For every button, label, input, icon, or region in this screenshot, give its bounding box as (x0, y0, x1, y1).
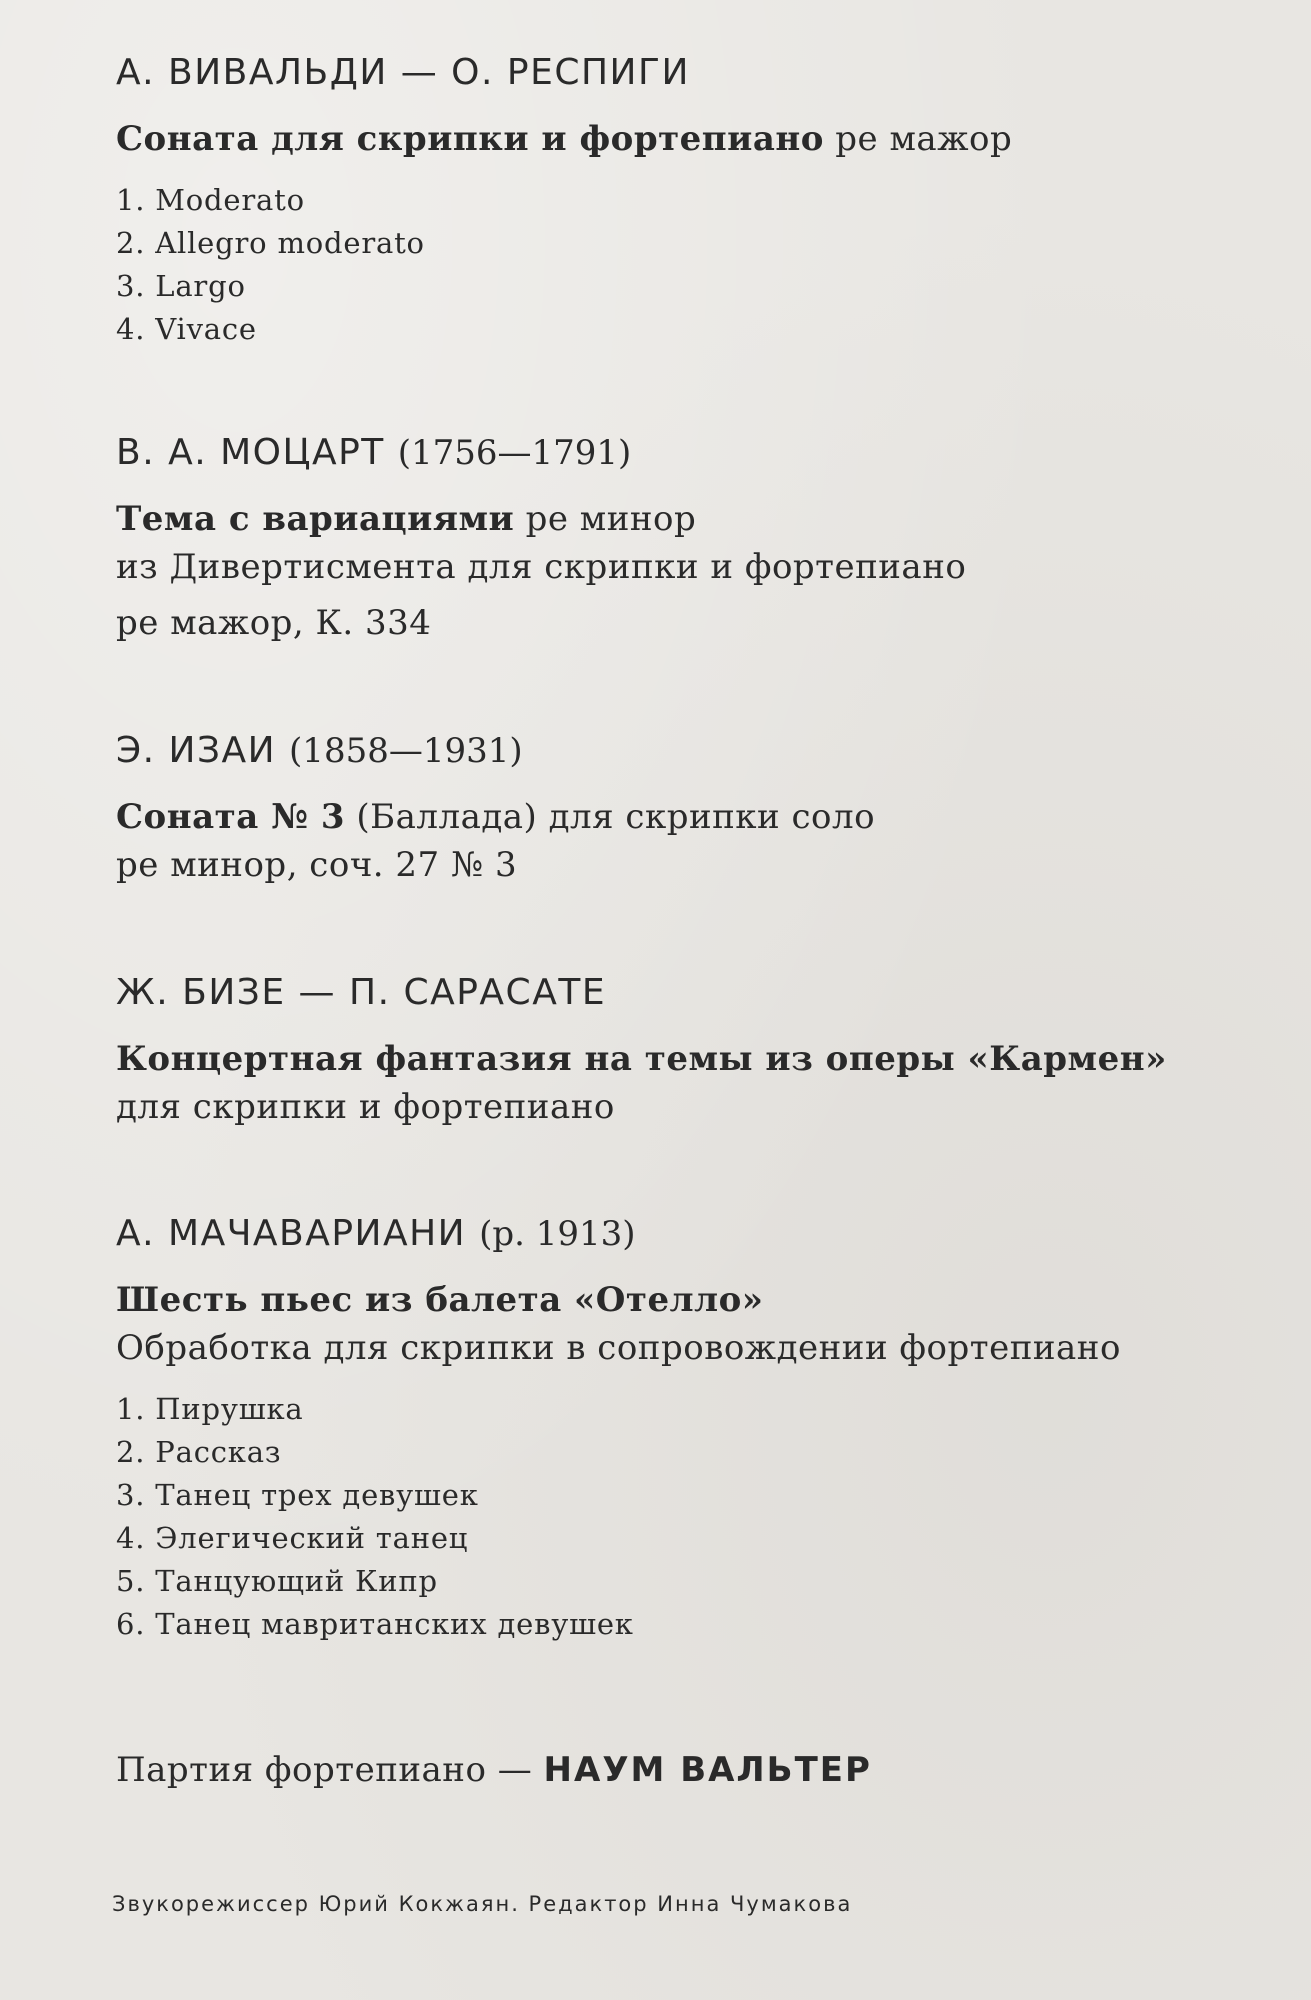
list-item: 4. Элегический танец (116, 1521, 469, 1555)
work-title: Соната для скрипки и фортепиано ре мажор (116, 119, 1013, 159)
composer-heading: А. МАЧАВАРИАНИ (р. 1913) (116, 1213, 636, 1254)
list-item: 6. Танец мавританских девушек (116, 1607, 634, 1641)
composer-heading: А. ВИВАЛЬДИ — О. РЕСПИГИ (116, 52, 690, 93)
work-title: Концертная фантазия на темы из оперы «Кармен» (116, 1039, 1167, 1079)
section-vivaldi (116, 52, 1012, 351)
work-title: Тема с вариациями ре минор (116, 499, 697, 539)
work-subtitle: из Дивертисмента для скрипки и фортепиано (116, 547, 967, 587)
production-credits: Звукорежиссер Юрий Кокжаян. Редактор Инна Чумакова (112, 1892, 853, 1916)
work-subtitle: для скрипки и фортепиано (116, 1087, 615, 1127)
work-subtitle: ре минор, соч. 27 № 3 (116, 845, 518, 885)
work-title: Соната № 3 (Баллада) для скрипки соло (116, 797, 876, 837)
movement-list (116, 1388, 1121, 1646)
movement-list (116, 179, 1012, 351)
section-mozart (116, 432, 966, 651)
list-item: 2. Allegro moderato (116, 226, 425, 260)
list-item: 3. Танец трех девушек (116, 1478, 479, 1512)
list-item: 1. Moderato (116, 183, 305, 217)
work-subtitle: ре мажор, К. 334 (116, 603, 432, 643)
section-ysaye (116, 730, 875, 893)
piano-part-credit (116, 1750, 872, 1790)
section-machavariani (116, 1213, 1121, 1646)
composer-heading: Э. ИЗАИ (1858—1931) (116, 730, 523, 771)
list-item: 4. Vivace (116, 312, 257, 346)
list-item: 3. Largo (116, 269, 246, 303)
pianist-name: НАУМ ВАЛЬТЕР (543, 1750, 872, 1790)
work-title: Шесть пьес из балета «Отелло» (116, 1280, 764, 1320)
piano-part-label: Партия фортепиано — (116, 1750, 533, 1790)
list-item: 5. Танцующий Кипр (116, 1564, 438, 1598)
list-item: 1. Пирушка (116, 1392, 304, 1426)
composer-heading: Ж. БИЗЕ — П. САРАСАТЕ (116, 972, 607, 1013)
work-subtitle: Обработка для скрипки в сопровождении фортепиано (116, 1328, 1121, 1368)
list-item: 2. Рассказ (116, 1435, 282, 1469)
composer-heading: В. А. МОЦАРТ (1756—1791) (116, 432, 632, 473)
section-bizet-sarasate (116, 972, 1167, 1135)
